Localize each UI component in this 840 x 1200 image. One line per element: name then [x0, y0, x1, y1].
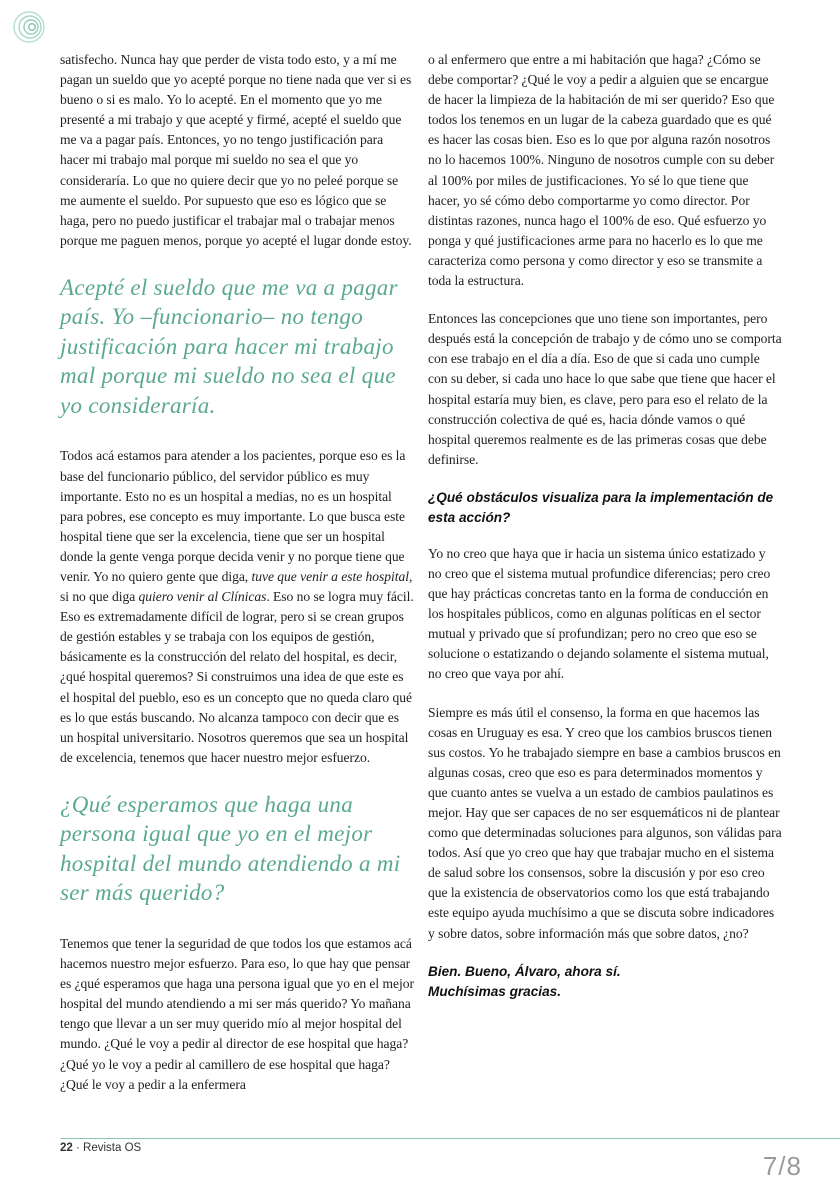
publication-name: Revista OS — [83, 1142, 142, 1154]
footer-separator: · — [72, 1142, 84, 1154]
text-run: . Eso no se logra muy fácil. Eso es extremadamente difícil de lograr, pero si se crean grupos de gestión estables y se trabaja con los equipos de gestión, básicamente es la construcción del relato del hospital, es decir, ¿qué hospital queremos? Si construimos una idea de que este es el hospital del pueblo, eso es un concepto que no queda claro qué es lo que estás buscando. No alcanza tampoco con decir que es un hospital universitario. Nosotros queremos que sea un hospital de excelencia, tenemos que hacer nuestro mejor esfuerzo. — [60, 589, 414, 765]
body-paragraph: Tenemos que tener la seguridad de que todos los que estamos acá hacemos nuestro mejor esfuerzo. Para eso, lo que hay que pensar es ¿qué esperamos que haga una persona igual que yo en el mejor hospital del mundo atendiendo a mi ser más querido? Yo mañana tengo que llevar a un ser muy querido mío al mejor hospital del mundo. ¿Qué le voy a pedir al director de ese hospital que haga? ¿Qué yo le voy a pedir al camillero de ese hospital que haga? ¿Qué le voy a pedir a la enfermera — [60, 935, 414, 1092]
italic-phrase: tuve que venir a este hospital — [251, 569, 409, 584]
interview-question: ¿Qué obstáculos visualiza para la implementación de esta acción? — [428, 489, 774, 525]
closing-remark — [428, 962, 782, 1002]
footer-divider — [60, 1138, 840, 1139]
page-number: 22 — [60, 1142, 73, 1154]
right-column — [428, 50, 782, 1002]
body-paragraph: Entonces las concepciones que uno tiene son importantes, pero después está la concepción de trabajo y de cómo uno se comporta con ese trabajo en el día a día. Eso de que si cada uno cumple con su deber, si cada uno hace lo que sabe que tiene que hacer el hospital estaría muy bien, es clave, pero para eso el relato de la construcción colectiva de qué es, hacia dónde vamos o qué hospital queremos realmente es de las primeras cosas que debe definirse. — [428, 311, 782, 467]
closing-line: Bien. Bueno, Álvaro, ahora sí. — [428, 963, 621, 979]
text-run: , si no que diga — [60, 569, 413, 605]
body-paragraph — [60, 446, 414, 768]
text-run: Todos acá estamos para atender a los pacientes, porque eso es la base del funcionario público, del servidor público es muy importante. Esto no es un hospital a medias, no es un hospital para pobres, ese concepto es muy importante. Lo que busca este hospital tiene que ser la excelencia, tiene que ser un hospital donde la gente venga porque decida venir y no porque tiene que venir. Yo no quiero gente que diga, — [60, 448, 406, 584]
pull-quote: ¿Qué esperamos que haga una persona igual que yo en el mejor hospital del mundo atendiendo a mi ser más querido? — [60, 791, 401, 906]
page-indicator: 7/8 — [762, 1151, 802, 1181]
spiral-logo-icon — [12, 10, 46, 44]
pull-quote: Acepté el sueldo que me va a pagar país. Yo –funcionario– no tengo justificación para hacer mi trabajo mal porque mi sueldo no sea el que yo consideraría. — [60, 274, 398, 418]
left-column — [60, 50, 414, 1113]
page-footer — [60, 1142, 141, 1154]
body-paragraph: o al enfermero que entre a mi habitación que haga? ¿Cómo se debe comportar? ¿Qué le voy a pedir a alguien que se encargue de hacer la limpieza de la habitación de mi ser querido? Eso que todos los tenemos en un lugar de la cabeza guardado que es qué es hacer las cosas bien. Eso es lo que por alguna razón nosotros no lo hacemos 100%. Ninguno de nosotros cumple con su deber al 100% por miles de justificaciones. Yo sé lo que tiene que hacer, yo sé cómo debo comportarme yo como director. Por distintas razones, nunca hago el 100% de eso. Qué esfuerzo yo ponga y qué justificaciones arme para no hacerlo es lo que me caracteriza como persona y como director y eso se transmite a toda la estructura. — [428, 52, 775, 289]
italic-phrase: quiero venir al Clínicas — [138, 589, 267, 605]
body-paragraph: Yo no creo que haya que ir hacia un sistema único estatizado y no creo que el sistema mutual profundice diferencias; pero creo que hay prácticas concretas tanto en la forma de conducción en los hospitales públicos, como en algunas políticas en el sector mutual y privado que sí profundizan; pero no creo que eso se solucione o estatizando o dejando solamente el sistema mutual, no creo que vaya por ahí. — [428, 545, 771, 682]
closing-line: Muchísimas gracias. — [428, 983, 561, 999]
body-paragraph: Siempre es más útil el consenso, la forma en que hacemos las cosas en Uruguay es esa. Y creo que los cambios bruscos tienen sus costos. Yo he trabajado siempre en base a cambios bruscos en algunas cosas, creo que eso es para determinados momentos y que cuanto antes se vuelva a un estado de cambios paulatinos es mejor. Hay que ser capaces de no ser esquemáticos ni de plantear como que determinadas soluciones para algunos, son válidas para todos. Así que yo creo que hay que trabajar mucho en el sistema de salud sobre los consensos, sobre la discusión y por eso creo que la existencia de observatorios como los que está trabajando este equipo ayuda muchísimo a que se discuta sobre indicadores y sobre datos, sobre información más que sobre datos, ¿no? — [428, 704, 782, 941]
body-paragraph: satisfecho. Nunca hay que perder de vista todo esto, y a mí me pagan un sueldo que yo acepté porque no tiene nada que ver si es bueno o si es malo. Yo lo acepté. En el momento que yo me presenté a mi trabajo y que acepté y firmé, acepté el sueldo que me va a pagar país. Entonces, yo no tengo justificación para hacer mi trabajo mal porque mi sueldo no sea el que yo consideraría. Lo que no quiere decir que yo no peleé porque se me aumente el sueldo. Por supuesto que eso es lógico que se haga, pero no puedo justificar el trabajar mal o trabajar menos porque me paguen menos, porque yo acepté el lugar donde estoy. — [60, 52, 412, 248]
